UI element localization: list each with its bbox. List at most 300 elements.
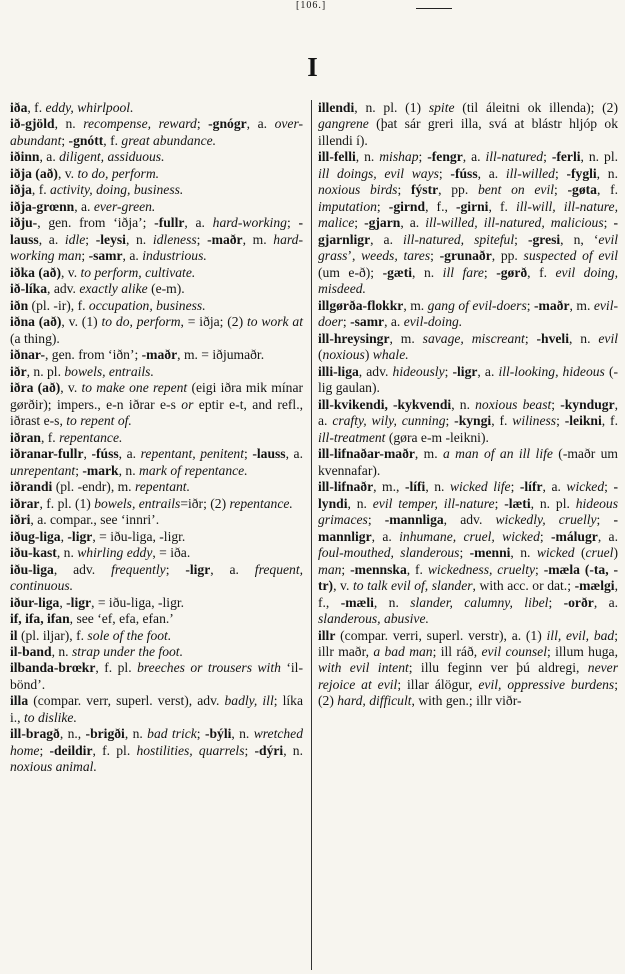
entry-text: , f. bbox=[103, 132, 122, 148]
entry-text: , a. bbox=[74, 198, 94, 214]
dictionary-entry bbox=[10, 364, 303, 380]
entry-gloss: a bad man bbox=[373, 643, 433, 659]
entry-text: (a thing). bbox=[10, 330, 60, 346]
entry-headword: -orðr bbox=[563, 594, 594, 610]
entry-headword: iðju- bbox=[10, 215, 38, 231]
entry-headword: iður-liga bbox=[10, 594, 60, 610]
dictionary-entry bbox=[10, 149, 303, 165]
entry-gloss: frequently bbox=[111, 561, 166, 577]
entry-text: , f. bbox=[27, 100, 46, 115]
entry-gloss: ill-natured bbox=[485, 149, 544, 165]
entry-text: ; bbox=[535, 561, 544, 577]
entry-text: ; bbox=[196, 231, 208, 247]
entry-text: ; bbox=[81, 248, 89, 264]
entry-headword: -ligr bbox=[67, 528, 93, 544]
entry-text: ; bbox=[483, 264, 497, 280]
dictionary-entry bbox=[10, 611, 303, 627]
entry-text: (gøra e-m -leikni). bbox=[385, 429, 489, 445]
page-number: [106.] bbox=[296, 0, 327, 11]
entry-text: , a. bbox=[542, 479, 567, 495]
entry-headword: -fúss bbox=[450, 165, 478, 181]
entry-text: , pp. bbox=[491, 248, 524, 264]
entry-gloss: whirling eddy bbox=[77, 545, 153, 561]
entry-headword: illr bbox=[318, 627, 336, 643]
entry-headword: illi-liga bbox=[318, 363, 359, 379]
entry-text: =iðr; (2) bbox=[180, 495, 230, 511]
entry-text: , a. bbox=[318, 396, 619, 429]
entry-text: (compar. verr, superl. verst), adv. bbox=[28, 693, 225, 709]
entry-text: (um e-ð); bbox=[318, 264, 383, 280]
entry-gloss: to perform, cultivate. bbox=[80, 264, 196, 280]
entry-text: (til áleitni ok illenda); (2) bbox=[454, 100, 619, 115]
entry-gloss: crafty, wily, cunning bbox=[332, 413, 446, 429]
entry-headword: -lauss bbox=[10, 215, 303, 247]
entry-text: , see ‘ef, efa, efan.’ bbox=[69, 611, 174, 627]
header-rule bbox=[416, 8, 452, 9]
entry-headword: ið-líka bbox=[10, 281, 48, 297]
entry-gloss: hard, difficult bbox=[337, 693, 412, 709]
entry-text: ; bbox=[165, 561, 186, 577]
entry-text: ; bbox=[510, 479, 520, 495]
entry-text: , = iðu-liga, -ligr. bbox=[92, 528, 186, 544]
entry-headword: -maðr bbox=[141, 347, 178, 363]
entry-gloss: slander, calumny, libel bbox=[410, 594, 549, 610]
entry-gloss: wicked life bbox=[449, 479, 511, 495]
entry-gloss: great abundance. bbox=[121, 132, 217, 148]
entry-gloss: diligent, assiduous. bbox=[59, 149, 165, 165]
entry-headword: fýstr bbox=[410, 182, 439, 198]
dictionary-entry bbox=[10, 644, 303, 660]
entry-text: , a. bbox=[384, 314, 404, 330]
entry-gloss: gangrene bbox=[318, 116, 369, 132]
entry-text: ; bbox=[445, 413, 455, 429]
entry-text: , m., bbox=[373, 479, 405, 495]
entry-text: , n, ‘ bbox=[560, 231, 599, 247]
entry-headword: -fullr bbox=[154, 215, 185, 231]
entry-headword: -maðr bbox=[207, 231, 243, 247]
entry-headword: iðn bbox=[10, 297, 29, 313]
entry-text: ; bbox=[85, 231, 96, 247]
entry-gloss: never rejoice at evil bbox=[318, 660, 618, 692]
entry-text: , n. bbox=[451, 396, 476, 412]
entry-headword: ill-hreysingr bbox=[318, 330, 390, 346]
entry-gloss: ill fare bbox=[442, 264, 484, 280]
entry-text: ; bbox=[494, 495, 505, 511]
entry-text: , v. (1) bbox=[61, 314, 102, 330]
entry-gloss: ill doings, evil ways bbox=[318, 165, 439, 181]
entry-text: ; bbox=[524, 330, 537, 346]
entry-text: , f. pl. bbox=[95, 660, 138, 676]
entry-text: , n. pl. (1) bbox=[354, 100, 429, 115]
entry-gloss: repentance. bbox=[229, 495, 293, 511]
dictionary-entry bbox=[10, 595, 303, 611]
entry-text: , bbox=[60, 528, 68, 544]
entry-text: , m. bbox=[242, 231, 274, 247]
entry-text: , adv. bbox=[358, 363, 393, 379]
entry-text: , n. bbox=[125, 231, 153, 247]
entry-text: (eigi iðra mik mínar gørðir); impers., e-n iðrar e-s bbox=[10, 380, 303, 412]
entry-text: (e-m). bbox=[147, 281, 185, 297]
entry-gloss: gang of evil-doers bbox=[427, 297, 527, 313]
entry-text: , adv. bbox=[47, 281, 80, 297]
entry-gloss: ill-willed, ill-natured, malicious bbox=[425, 215, 604, 231]
entry-gloss: repentant. bbox=[134, 479, 190, 495]
entry-gloss: hard-working bbox=[212, 215, 287, 231]
dictionary-entry bbox=[318, 100, 618, 149]
entry-headword: -málugr bbox=[550, 528, 598, 544]
entry-text: ; bbox=[554, 165, 567, 181]
entry-text: ; bbox=[367, 512, 385, 528]
entry-text: , a. bbox=[184, 215, 213, 231]
entry-gloss: evil bbox=[598, 330, 619, 346]
entry-text: (þat sár greri illa, svá at blástr hljóp ok illendi í). bbox=[318, 116, 618, 148]
entry-headword: il-band bbox=[10, 643, 52, 659]
entry-text: , a. bbox=[285, 446, 303, 462]
dictionary-entry bbox=[10, 298, 303, 314]
entry-gloss: ill-willed bbox=[505, 165, 555, 181]
dictionary-entry bbox=[10, 479, 303, 495]
entry-gloss: savage, miscreant bbox=[422, 330, 525, 346]
entry-headword: ill-bragð bbox=[10, 726, 60, 742]
entry-gloss: evil-doing. bbox=[403, 314, 463, 330]
entry-gloss: spite bbox=[428, 100, 455, 115]
entry-text: , n. bbox=[124, 726, 148, 742]
entry-text: , n. pl. bbox=[580, 149, 618, 165]
entry-text: ; bbox=[342, 314, 351, 330]
entry-text: , n. bbox=[56, 545, 78, 561]
entry-text: ; bbox=[430, 248, 440, 264]
dictionary-entry bbox=[10, 430, 303, 446]
entry-text: , bbox=[83, 446, 92, 462]
entry-headword: iða bbox=[10, 100, 28, 115]
entry-text: , a. bbox=[246, 116, 275, 132]
entry-headword: -lífi bbox=[404, 479, 426, 495]
entry-text: , n. bbox=[283, 742, 303, 758]
entry-text: ; bbox=[418, 149, 428, 165]
entry-headword: -mælgi bbox=[574, 578, 615, 594]
entry-gloss: repentant, penitent bbox=[140, 446, 244, 462]
entry-gloss: mark of repentance. bbox=[139, 462, 248, 478]
entry-text: ; bbox=[354, 215, 365, 231]
entry-text: , with gen.; illr viðr- bbox=[411, 693, 522, 709]
entry-text: , bbox=[59, 594, 67, 610]
entry-gloss: foul-mouthed, slanderous bbox=[318, 545, 460, 561]
entry-gloss: wickedly, cruelly bbox=[495, 512, 597, 528]
entry-gloss: evil temper, ill-nature bbox=[372, 495, 495, 511]
entry-gloss: evil-doer bbox=[318, 297, 618, 330]
entry-gloss: to repent of. bbox=[66, 413, 132, 429]
entry-gloss: whale. bbox=[372, 347, 409, 363]
entry-headword: -fengr bbox=[427, 149, 463, 165]
entry-headword: -gjarn bbox=[364, 215, 401, 231]
entry-text: , n. bbox=[510, 545, 537, 561]
entry-headword: iðran bbox=[10, 429, 41, 445]
entry-text: , a. bbox=[118, 446, 141, 462]
entry-text: ; bbox=[543, 149, 552, 165]
entry-text: , a. bbox=[400, 215, 426, 231]
entry-headword: ið-gjöld bbox=[10, 116, 55, 132]
entry-text: ‘il-bönd’. bbox=[10, 660, 303, 692]
left-column bbox=[10, 100, 303, 776]
entry-gloss: man bbox=[318, 561, 342, 577]
entry-text: , n. bbox=[355, 149, 380, 165]
entry-text: , n. bbox=[596, 165, 618, 181]
entry-headword: ill-felli bbox=[318, 149, 356, 165]
entry-text: , a. compar., see ‘innri’. bbox=[30, 512, 160, 528]
entry-text: ; bbox=[539, 528, 551, 544]
entry-text: , v. bbox=[57, 165, 78, 181]
entry-gloss: activity, doing, business. bbox=[50, 182, 184, 198]
entry-headword: -mannliga bbox=[384, 512, 444, 528]
entry-text: , m. bbox=[389, 330, 423, 346]
entry-text: ; bbox=[341, 561, 351, 577]
entry-text: , f. bbox=[488, 198, 516, 214]
entry-text: , adv. bbox=[53, 561, 112, 577]
entry-gloss: bad trick bbox=[147, 726, 197, 742]
entry-headword: iðrandi bbox=[10, 479, 53, 495]
entry-text: , gen. from ‘iðn’; bbox=[45, 347, 142, 363]
entry-gloss: inhumane, cruel, wicked bbox=[399, 528, 540, 544]
entry-text: , a. bbox=[462, 149, 486, 165]
entry-text: ; bbox=[603, 215, 614, 231]
entry-headword: -gørð bbox=[496, 264, 528, 280]
entry-text: ; illu feginn ver þú aldregi, bbox=[408, 660, 588, 676]
entry-gloss: to make one repent bbox=[81, 380, 188, 396]
entry-headword: -dýri bbox=[254, 742, 284, 758]
entry-text: , f. bbox=[491, 413, 513, 429]
entry-gloss: evil counsel bbox=[481, 643, 547, 659]
dictionary-entry bbox=[10, 446, 303, 479]
entry-text: , n., bbox=[59, 726, 86, 742]
dictionary-entry bbox=[318, 364, 618, 397]
dictionary-entry bbox=[10, 265, 303, 281]
dictionary-entry bbox=[10, 116, 303, 149]
entry-headword: illgørða-flokkr bbox=[318, 297, 404, 313]
entry-headword: iðu-liga bbox=[10, 561, 54, 577]
entry-text: , n. bbox=[425, 479, 450, 495]
entry-gloss: wickedness, cruelty bbox=[427, 561, 536, 577]
right-column bbox=[318, 100, 618, 710]
entry-headword: -brigði bbox=[85, 726, 125, 742]
entry-text: ; bbox=[376, 198, 389, 214]
entry-text: , a. bbox=[122, 248, 143, 264]
entry-text: (-lig gaulan). bbox=[318, 363, 619, 396]
entry-gloss: slanderous, abusive. bbox=[318, 611, 429, 627]
entry-text: (pl. iljar), f. bbox=[17, 627, 88, 643]
entry-gloss: ill-treatment bbox=[318, 429, 386, 445]
dictionary-entry bbox=[10, 529, 303, 545]
entry-text: , f., bbox=[425, 198, 456, 214]
entry-text: , f. pl. bbox=[92, 742, 137, 758]
entry-gloss: idle bbox=[64, 231, 86, 247]
entry-gloss: cruel bbox=[585, 545, 614, 561]
entry-headword: -gæti bbox=[382, 264, 413, 280]
entry-text: ; bbox=[61, 132, 69, 148]
entry-text: ) bbox=[364, 347, 373, 363]
entry-gloss: hideously bbox=[392, 363, 445, 379]
dictionary-entry bbox=[318, 149, 618, 297]
entry-gloss: with evil intent bbox=[318, 660, 409, 676]
entry-gloss: bowels, entrails. bbox=[64, 363, 154, 379]
entry-text: ; ill ráð, bbox=[432, 643, 482, 659]
entry-text: ; bbox=[438, 165, 451, 181]
entry-headword: -fúss bbox=[91, 446, 119, 462]
dictionary-entry bbox=[10, 693, 303, 726]
entry-headword: -menni bbox=[469, 545, 511, 561]
entry-headword: -lífr bbox=[519, 479, 543, 495]
entry-gloss: hideous grimaces bbox=[318, 495, 619, 528]
entry-headword: -kyngi bbox=[454, 413, 492, 429]
entry-gloss: ill-will, ill-nature, malice bbox=[318, 198, 618, 231]
entry-text: , f. bbox=[596, 182, 618, 198]
entry-text: ( bbox=[318, 347, 323, 363]
entry-text: , f. bbox=[527, 264, 556, 280]
entry-gloss: wicked bbox=[536, 545, 575, 561]
entry-text: , = iðu-liga, -ligr. bbox=[91, 594, 185, 610]
entry-text: ; bbox=[554, 182, 568, 198]
entry-gloss: imputation bbox=[318, 198, 377, 214]
entry-text: , n. bbox=[569, 330, 599, 346]
entry-text: ; (2) bbox=[318, 676, 618, 709]
dictionary-entry bbox=[10, 314, 303, 347]
entry-headword: iðna (að) bbox=[10, 314, 62, 330]
entry-gloss: or bbox=[181, 396, 194, 412]
entry-headword: iðri bbox=[10, 512, 31, 528]
entry-text: ; bbox=[459, 545, 470, 561]
entry-headword: -gøta bbox=[567, 182, 597, 198]
entry-gloss: ill-looking, hideous bbox=[498, 363, 605, 379]
entry-gloss: wretched home bbox=[10, 726, 304, 758]
entry-headword: illendi bbox=[318, 100, 355, 115]
entry-gloss: over-abundant bbox=[10, 116, 303, 148]
entry-text: , n. bbox=[373, 594, 411, 610]
entry-headword: -ligr bbox=[185, 561, 211, 577]
entry-headword: -ligr bbox=[66, 594, 92, 610]
entry-text: ; bbox=[514, 231, 528, 247]
entry-text: ; illr maðr, bbox=[318, 627, 618, 659]
entry-gloss: industrious. bbox=[142, 248, 207, 264]
entry-gloss: repentance. bbox=[59, 429, 123, 445]
entry-text: , f. bbox=[406, 561, 428, 577]
entry-headword: -lauss bbox=[252, 446, 286, 462]
dictionary-entry bbox=[10, 562, 303, 595]
dictionary-entry bbox=[318, 446, 618, 479]
entry-text: ; bbox=[196, 116, 209, 132]
entry-text: , v. bbox=[333, 578, 353, 594]
dictionary-entry bbox=[318, 298, 618, 331]
entry-text: , a. bbox=[597, 528, 618, 544]
entry-text: , f., bbox=[318, 578, 618, 610]
entry-headword: il bbox=[10, 627, 18, 643]
entry-gloss: evil doing, misdeed. bbox=[318, 264, 619, 297]
entry-headword: iðnar- bbox=[10, 347, 45, 363]
entry-text: (compar. verri, superl. verstr), a. (1) bbox=[335, 627, 547, 643]
entry-gloss: unrepentant bbox=[10, 462, 76, 478]
entry-headword: -fygli bbox=[566, 165, 597, 181]
entry-headword: -leikni bbox=[564, 413, 602, 429]
entry-text: ; bbox=[286, 215, 299, 231]
entry-text: , n. pl. bbox=[26, 363, 65, 379]
entry-gloss: exactly alike bbox=[79, 281, 148, 297]
dictionary-entry bbox=[10, 726, 303, 775]
entry-text: ) bbox=[613, 545, 618, 561]
entry-text: , n. bbox=[54, 116, 84, 132]
entry-text: ’, bbox=[347, 248, 362, 264]
entry-text: , v. bbox=[60, 264, 81, 280]
entry-headword: -býli bbox=[204, 726, 232, 742]
entry-headword: -ferli bbox=[551, 149, 581, 165]
entry-headword: -gnógr bbox=[208, 116, 247, 132]
entry-text: , f. bbox=[40, 429, 60, 445]
entry-gloss: suspected of evil bbox=[523, 248, 619, 264]
entry-text: ; bbox=[196, 726, 205, 742]
entry-text: ; bbox=[604, 479, 614, 495]
entry-text: ; bbox=[596, 512, 614, 528]
dictionary-entry bbox=[10, 281, 303, 297]
dictionary-entry bbox=[10, 380, 303, 429]
dictionary-entry bbox=[318, 331, 618, 364]
entry-text: ; líka i., bbox=[10, 693, 304, 725]
dictionary-entry bbox=[10, 182, 303, 198]
entry-headword: iðka (að) bbox=[10, 264, 61, 280]
entry-text: ; bbox=[75, 462, 83, 478]
entry-headword: -samr bbox=[350, 314, 385, 330]
entry-text: , n. pl. bbox=[530, 495, 576, 511]
entry-headword: illa bbox=[10, 693, 29, 709]
entry-text: ; bbox=[526, 297, 535, 313]
entry-text: ; bbox=[39, 742, 50, 758]
entry-headword: iðja (að) bbox=[10, 165, 58, 181]
entry-headword: -mennska bbox=[350, 561, 407, 577]
entry-text: , with acc. or dat.; bbox=[472, 578, 575, 594]
entry-text: , f. bbox=[31, 182, 51, 198]
entry-gloss: to do, perform. bbox=[77, 165, 160, 181]
entry-gloss: to do, perform bbox=[101, 314, 181, 330]
entry-text: , n. bbox=[51, 643, 72, 659]
entry-text: , a. bbox=[210, 561, 255, 577]
entry-text: (pl. -ir), f. bbox=[28, 297, 89, 313]
entry-gloss: noxious animal. bbox=[10, 759, 97, 775]
entry-text: , a. bbox=[370, 231, 404, 247]
entry-text: , m. bbox=[403, 297, 428, 313]
entry-headword: iðu-kast bbox=[10, 545, 57, 561]
entry-text: , = iðja; (2) bbox=[180, 314, 247, 330]
entry-gloss: ill, evil, bad bbox=[546, 627, 615, 643]
entry-text: , m. = iðjumaðr. bbox=[177, 347, 265, 363]
entry-text: ; illum huga, bbox=[547, 643, 618, 659]
entry-headword: ill-lifnaðar-maðr bbox=[318, 446, 415, 462]
entry-gloss: strap under the foot. bbox=[71, 643, 183, 659]
entry-headword: -gjarnligr bbox=[318, 215, 618, 247]
entry-headword: -gnótt bbox=[68, 132, 104, 148]
entry-text: ( bbox=[574, 545, 586, 561]
entry-headword: -hveli bbox=[536, 330, 569, 346]
entry-headword: iðinn bbox=[10, 149, 40, 165]
entry-gloss: to dislike. bbox=[23, 709, 77, 725]
column-divider bbox=[311, 100, 312, 970]
entry-headword: -kyndugr bbox=[560, 396, 615, 412]
entry-text: , a. bbox=[593, 594, 618, 610]
entry-gloss: badly, ill bbox=[224, 693, 274, 709]
entry-text: , n. bbox=[412, 264, 443, 280]
entry-gloss: ill-natured, spiteful bbox=[403, 231, 515, 247]
entry-gloss: idleness bbox=[152, 231, 197, 247]
entry-text: ; bbox=[244, 446, 253, 462]
entry-text: , n. bbox=[347, 495, 373, 511]
dictionary-entry bbox=[10, 166, 303, 182]
entry-headword: iðrar bbox=[10, 495, 40, 511]
entry-text: , pp. bbox=[438, 182, 478, 198]
